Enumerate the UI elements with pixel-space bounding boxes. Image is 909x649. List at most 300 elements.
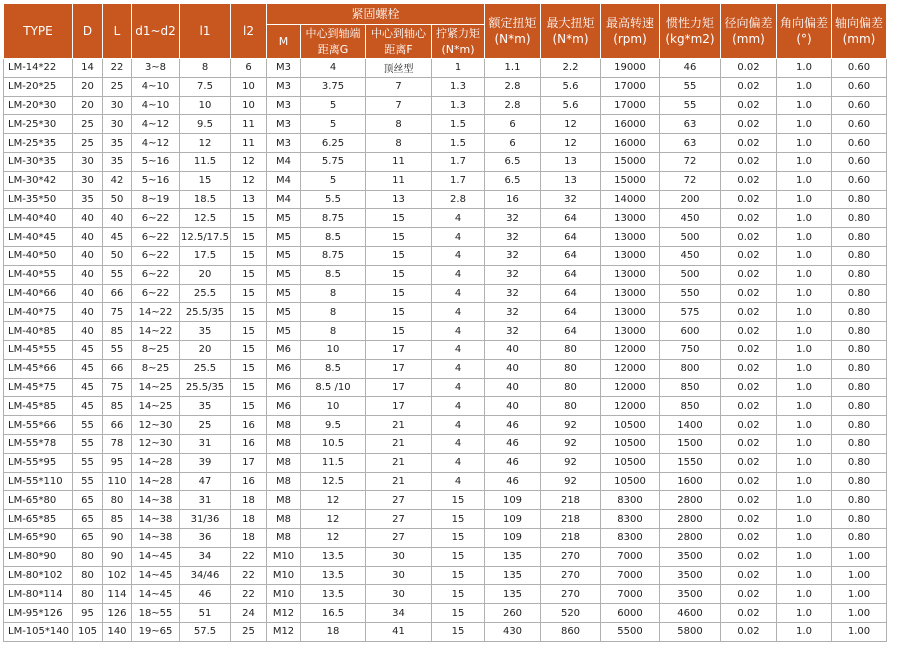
table-cell: 18 <box>231 491 267 510</box>
table-cell: M8 <box>267 434 301 453</box>
table-cell: 10 <box>301 340 366 359</box>
table-cell: 15 <box>432 547 485 566</box>
table-cell: 5.6 <box>541 96 601 115</box>
table-row <box>4 152 887 171</box>
table-cell: 15 <box>432 604 485 623</box>
table-row <box>4 566 887 585</box>
table-cell: 92 <box>541 472 601 491</box>
table-cell: 4 <box>432 228 485 247</box>
table-cell: 0.02 <box>721 322 777 341</box>
table-cell: 85 <box>103 322 132 341</box>
table-cell: 0.80 <box>832 472 887 491</box>
table-cell: 64 <box>541 228 601 247</box>
table-cell: 8.5 <box>301 228 366 247</box>
table-cell: 19000 <box>601 59 660 78</box>
table-cell: 3.75 <box>301 77 366 96</box>
table-cell: 0.60 <box>832 134 887 153</box>
table-cell: 16000 <box>601 115 660 134</box>
table-cell: 1600 <box>660 472 721 491</box>
table-cell: 9.5 <box>301 416 366 435</box>
table-cell: 6.5 <box>485 152 541 171</box>
table-cell: 0.02 <box>721 491 777 510</box>
table-cell: 1.0 <box>777 303 832 322</box>
table-cell: 270 <box>541 585 601 604</box>
table-cell: 11 <box>231 115 267 134</box>
table-cell: 13000 <box>601 303 660 322</box>
table-cell: 10500 <box>601 472 660 491</box>
table-cell: 0.80 <box>832 284 887 303</box>
table-cell: 1.0 <box>777 228 832 247</box>
table-cell: 13000 <box>601 265 660 284</box>
table-cell: M8 <box>267 510 301 529</box>
model-cell: LM-40*45 <box>4 228 73 247</box>
table-cell: 6~22 <box>132 209 180 228</box>
table-cell: M5 <box>267 209 301 228</box>
table-cell: 10 <box>231 96 267 115</box>
table-cell: 57.5 <box>180 622 231 641</box>
table-cell: 46 <box>485 434 541 453</box>
table-cell: 4~10 <box>132 77 180 96</box>
table-cell: 80 <box>73 566 103 585</box>
table-cell: 30 <box>73 152 103 171</box>
table-row <box>4 604 887 623</box>
table-cell: 55 <box>73 472 103 491</box>
table-cell: 78 <box>103 434 132 453</box>
table-cell: M6 <box>267 378 301 397</box>
table-cell: 0.02 <box>721 115 777 134</box>
table-cell: 15 <box>366 303 432 322</box>
table-cell: 1.0 <box>777 416 832 435</box>
table-cell: 5.5 <box>301 190 366 209</box>
table-cell: 850 <box>660 378 721 397</box>
table-row <box>4 472 887 491</box>
table-cell: 63 <box>660 134 721 153</box>
table-cell: 4~12 <box>132 115 180 134</box>
model-cell: LM-30*35 <box>4 152 73 171</box>
table-cell: 14~22 <box>132 322 180 341</box>
model-cell: LM-45*55 <box>4 340 73 359</box>
table-cell: 16 <box>231 472 267 491</box>
table-cell: 40 <box>485 359 541 378</box>
table-row <box>4 378 887 397</box>
table-row <box>4 434 887 453</box>
table-cell: 45 <box>73 378 103 397</box>
table-cell: 109 <box>485 491 541 510</box>
table-cell: 0.02 <box>721 77 777 96</box>
table-cell: 7000 <box>601 547 660 566</box>
table-cell: 55 <box>73 453 103 472</box>
table-cell: 7000 <box>601 566 660 585</box>
table-cell: 2.8 <box>432 190 485 209</box>
table-cell: 3500 <box>660 566 721 585</box>
model-cell: LM-25*30 <box>4 115 73 134</box>
table-cell: 95 <box>73 604 103 623</box>
table-cell: 750 <box>660 340 721 359</box>
table-cell: 55 <box>103 265 132 284</box>
table-cell: 24 <box>231 604 267 623</box>
table-cell: 17 <box>366 397 432 416</box>
table-cell: 12000 <box>601 397 660 416</box>
table-cell: 1.0 <box>777 284 832 303</box>
table-cell: 13 <box>541 171 601 190</box>
table-cell: 135 <box>485 566 541 585</box>
table-cell: 4600 <box>660 604 721 623</box>
header-f: 中心到轴心 距离F <box>366 25 432 59</box>
table-cell: 8~25 <box>132 359 180 378</box>
table-cell: 270 <box>541 547 601 566</box>
table-cell: 15 <box>432 566 485 585</box>
table-cell: 15 <box>432 491 485 510</box>
table-cell: 135 <box>485 547 541 566</box>
table-cell: 19~65 <box>132 622 180 641</box>
table-cell: 18 <box>301 622 366 641</box>
table-cell: 5800 <box>660 622 721 641</box>
table-cell: 72 <box>660 171 721 190</box>
table-cell: 40 <box>485 378 541 397</box>
table-cell: 218 <box>541 491 601 510</box>
table-cell: 10500 <box>601 416 660 435</box>
table-cell: 4 <box>301 59 366 78</box>
table-cell: 14~38 <box>132 491 180 510</box>
table-cell: 22 <box>231 547 267 566</box>
model-cell: LM-55*110 <box>4 472 73 491</box>
table-cell: 14~28 <box>132 472 180 491</box>
table-cell: 0.02 <box>721 397 777 416</box>
table-cell: 8.75 <box>301 209 366 228</box>
table-cell: 102 <box>103 566 132 585</box>
table-cell: M8 <box>267 416 301 435</box>
table-cell: 12 <box>541 115 601 134</box>
table-cell: 15 <box>231 359 267 378</box>
table-cell: 41 <box>366 622 432 641</box>
table-cell: 1.0 <box>777 209 832 228</box>
table-cell: 6.5 <box>485 171 541 190</box>
table-cell: 17 <box>366 340 432 359</box>
table-cell: 3500 <box>660 585 721 604</box>
table-cell: 5~16 <box>132 171 180 190</box>
table-cell: 4 <box>432 209 485 228</box>
table-cell: 11.5 <box>180 152 231 171</box>
table-cell: 0.02 <box>721 566 777 585</box>
table-cell: 17 <box>366 359 432 378</box>
table-cell: 0.02 <box>721 547 777 566</box>
table-cell: 270 <box>541 566 601 585</box>
model-cell: LM-35*50 <box>4 190 73 209</box>
table-cell: 64 <box>541 246 601 265</box>
table-cell: 12 <box>231 152 267 171</box>
table-cell: 4 <box>432 340 485 359</box>
table-cell: 40 <box>73 284 103 303</box>
table-cell: 12000 <box>601 359 660 378</box>
model-cell: LM-95*126 <box>4 604 73 623</box>
table-cell: 1.0 <box>777 359 832 378</box>
table-cell: 30 <box>73 171 103 190</box>
table-cell: M4 <box>267 190 301 209</box>
spec-table-body <box>4 59 887 642</box>
table-cell: 4 <box>432 472 485 491</box>
table-cell: M8 <box>267 528 301 547</box>
table-cell: 40 <box>73 246 103 265</box>
table-cell: 47 <box>180 472 231 491</box>
model-cell: LM-40*50 <box>4 246 73 265</box>
table-cell: 13000 <box>601 228 660 247</box>
table-cell: 4 <box>432 378 485 397</box>
table-cell: 40 <box>73 265 103 284</box>
table-cell: 18 <box>231 510 267 529</box>
table-cell: 40 <box>73 322 103 341</box>
table-row <box>4 77 887 96</box>
table-cell: 1.00 <box>832 566 887 585</box>
table-cell: 92 <box>541 453 601 472</box>
table-cell: 32 <box>485 284 541 303</box>
table-cell: 40 <box>485 340 541 359</box>
table-cell: 17 <box>231 453 267 472</box>
table-cell: 0.02 <box>721 585 777 604</box>
table-cell: 10 <box>231 77 267 96</box>
model-cell: LM-40*85 <box>4 322 73 341</box>
table-cell: 12 <box>301 491 366 510</box>
table-cell: 64 <box>541 265 601 284</box>
table-cell: 14000 <box>601 190 660 209</box>
model-cell: LM-40*55 <box>4 265 73 284</box>
model-cell: LM-25*35 <box>4 134 73 153</box>
table-cell: 105 <box>73 622 103 641</box>
table-cell: M10 <box>267 566 301 585</box>
table-cell: 850 <box>660 397 721 416</box>
table-cell: 0.02 <box>721 152 777 171</box>
table-cell: 46 <box>485 453 541 472</box>
table-cell: 140 <box>103 622 132 641</box>
table-cell: 1.0 <box>777 265 832 284</box>
table-cell: 520 <box>541 604 601 623</box>
header-m: M <box>267 25 301 59</box>
table-cell: M10 <box>267 585 301 604</box>
table-cell: 1400 <box>660 416 721 435</box>
model-cell: LM-40*66 <box>4 284 73 303</box>
table-cell: 10 <box>301 397 366 416</box>
table-cell: 30 <box>103 96 132 115</box>
table-cell: 0.02 <box>721 359 777 378</box>
table-cell: 0.60 <box>832 115 887 134</box>
model-cell: LM-45*75 <box>4 378 73 397</box>
table-cell: 0.60 <box>832 77 887 96</box>
table-cell: 80 <box>73 547 103 566</box>
table-cell: 2.2 <box>541 59 601 78</box>
table-cell: 1.00 <box>832 622 887 641</box>
table-cell: M5 <box>267 228 301 247</box>
table-cell: 15 <box>180 171 231 190</box>
model-cell: LM-20*30 <box>4 96 73 115</box>
table-cell: 7 <box>366 96 432 115</box>
table-cell: 8 <box>366 115 432 134</box>
table-cell: M12 <box>267 622 301 641</box>
table-cell: 66 <box>103 359 132 378</box>
table-cell: 15 <box>231 378 267 397</box>
table-cell: 25.5 <box>180 284 231 303</box>
table-cell: 14~25 <box>132 378 180 397</box>
table-cell: 14~28 <box>132 453 180 472</box>
table-cell: 40 <box>73 209 103 228</box>
table-cell: 1.7 <box>432 171 485 190</box>
table-row <box>4 453 887 472</box>
table-cell: 25.5/35 <box>180 303 231 322</box>
table-cell: 27 <box>366 491 432 510</box>
table-cell: 34 <box>366 604 432 623</box>
table-cell: 1500 <box>660 434 721 453</box>
table-cell: 31 <box>180 434 231 453</box>
table-cell: 45 <box>73 359 103 378</box>
table-cell: 0.02 <box>721 378 777 397</box>
table-cell: 575 <box>660 303 721 322</box>
table-cell: 55 <box>73 434 103 453</box>
header-axial: 轴向偏差 (mm) <box>832 4 887 59</box>
table-cell: 218 <box>541 528 601 547</box>
table-cell: 6 <box>231 59 267 78</box>
table-cell: 1.0 <box>777 190 832 209</box>
table-cell: M6 <box>267 397 301 416</box>
table-cell: 64 <box>541 284 601 303</box>
table-cell: 1.0 <box>777 77 832 96</box>
table-cell: 13000 <box>601 284 660 303</box>
table-cell: 66 <box>103 284 132 303</box>
table-cell: 12.5/17.5 <box>180 228 231 247</box>
table-cell: 1.0 <box>777 152 832 171</box>
table-cell: 15 <box>231 265 267 284</box>
table-cell: 32 <box>485 303 541 322</box>
model-cell: LM-80*90 <box>4 547 73 566</box>
table-cell: M3 <box>267 115 301 134</box>
table-cell: 4~12 <box>132 134 180 153</box>
table-cell: 0.60 <box>832 171 887 190</box>
table-cell: M3 <box>267 59 301 78</box>
table-cell: 4 <box>432 434 485 453</box>
table-cell: 85 <box>103 510 132 529</box>
table-cell: 0.80 <box>832 209 887 228</box>
table-cell: 4 <box>432 265 485 284</box>
table-cell: 109 <box>485 510 541 529</box>
table-cell: M5 <box>267 303 301 322</box>
table-cell: 500 <box>660 265 721 284</box>
table-cell: 0.80 <box>832 228 887 247</box>
table-cell: 0.80 <box>832 322 887 341</box>
table-cell: 30 <box>366 585 432 604</box>
table-cell: 0.80 <box>832 453 887 472</box>
model-cell: LM-80*114 <box>4 585 73 604</box>
table-row <box>4 322 887 341</box>
table-cell: 25.5 <box>180 359 231 378</box>
table-cell: 15 <box>432 528 485 547</box>
model-cell: LM-45*85 <box>4 397 73 416</box>
header-d1d2: d1~d2 <box>132 4 180 59</box>
table-cell: 21 <box>366 453 432 472</box>
table-cell: M5 <box>267 322 301 341</box>
table-cell: 0.02 <box>721 604 777 623</box>
table-cell: 50 <box>103 246 132 265</box>
table-cell: 8.5 <box>301 359 366 378</box>
header-l1: l1 <box>180 4 231 59</box>
table-cell: M4 <box>267 171 301 190</box>
table-cell: 4 <box>432 284 485 303</box>
table-cell: 5 <box>301 171 366 190</box>
table-cell: 450 <box>660 209 721 228</box>
table-cell: 15 <box>366 284 432 303</box>
table-cell: 0.02 <box>721 190 777 209</box>
table-cell: 13 <box>366 190 432 209</box>
table-row <box>4 491 887 510</box>
model-cell: LM-80*102 <box>4 566 73 585</box>
table-cell: 32 <box>485 265 541 284</box>
table-cell: 4~10 <box>132 96 180 115</box>
table-cell: 0.80 <box>832 190 887 209</box>
header-g: 中心到轴端 距离G <box>301 25 366 59</box>
table-cell: 8.5 <box>301 265 366 284</box>
table-cell: 40 <box>73 228 103 247</box>
table-cell: 25 <box>231 622 267 641</box>
table-cell: 1.3 <box>432 96 485 115</box>
table-cell: 42 <box>103 171 132 190</box>
table-cell: 14~22 <box>132 303 180 322</box>
table-cell: M5 <box>267 265 301 284</box>
table-cell: 0.02 <box>721 416 777 435</box>
table-cell: 5.6 <box>541 77 601 96</box>
table-cell: 14~45 <box>132 547 180 566</box>
table-cell: 1.1 <box>485 59 541 78</box>
table-cell: 6.25 <box>301 134 366 153</box>
table-cell: 0.80 <box>832 246 887 265</box>
table-cell: 450 <box>660 246 721 265</box>
table-row <box>4 190 887 209</box>
table-cell: 0.02 <box>721 472 777 491</box>
table-row <box>4 96 887 115</box>
table-cell: 1.0 <box>777 115 832 134</box>
table-cell: 20 <box>73 77 103 96</box>
table-row <box>4 171 887 190</box>
table-cell: 55 <box>660 77 721 96</box>
table-cell: 3500 <box>660 547 721 566</box>
table-cell: 0.02 <box>721 434 777 453</box>
table-cell: 0.02 <box>721 265 777 284</box>
table-cell: 90 <box>103 528 132 547</box>
header-l2: l2 <box>231 4 267 59</box>
table-cell: 80 <box>103 491 132 510</box>
table-cell: 63 <box>660 115 721 134</box>
table-cell: 90 <box>103 547 132 566</box>
table-cell: 12 <box>180 134 231 153</box>
table-cell: 8~19 <box>132 190 180 209</box>
table-cell: 36 <box>180 528 231 547</box>
table-cell: 1.0 <box>777 434 832 453</box>
table-cell: 30 <box>366 547 432 566</box>
table-cell: 25 <box>73 115 103 134</box>
table-cell: 15 <box>366 246 432 265</box>
table-cell: 7000 <box>601 585 660 604</box>
table-cell: 14~38 <box>132 510 180 529</box>
table-cell: 1.0 <box>777 604 832 623</box>
table-cell: 114 <box>103 585 132 604</box>
table-cell: 10 <box>180 96 231 115</box>
table-cell: 92 <box>541 434 601 453</box>
table-cell: 17000 <box>601 96 660 115</box>
table-cell: 8300 <box>601 491 660 510</box>
table-cell: 1 <box>432 59 485 78</box>
table-cell: 21 <box>366 434 432 453</box>
table-cell: 17 <box>366 378 432 397</box>
table-cell: 430 <box>485 622 541 641</box>
table-cell: 14~45 <box>132 585 180 604</box>
table-cell: 50 <box>103 190 132 209</box>
model-cell: LM-55*78 <box>4 434 73 453</box>
model-cell: LM-55*66 <box>4 416 73 435</box>
